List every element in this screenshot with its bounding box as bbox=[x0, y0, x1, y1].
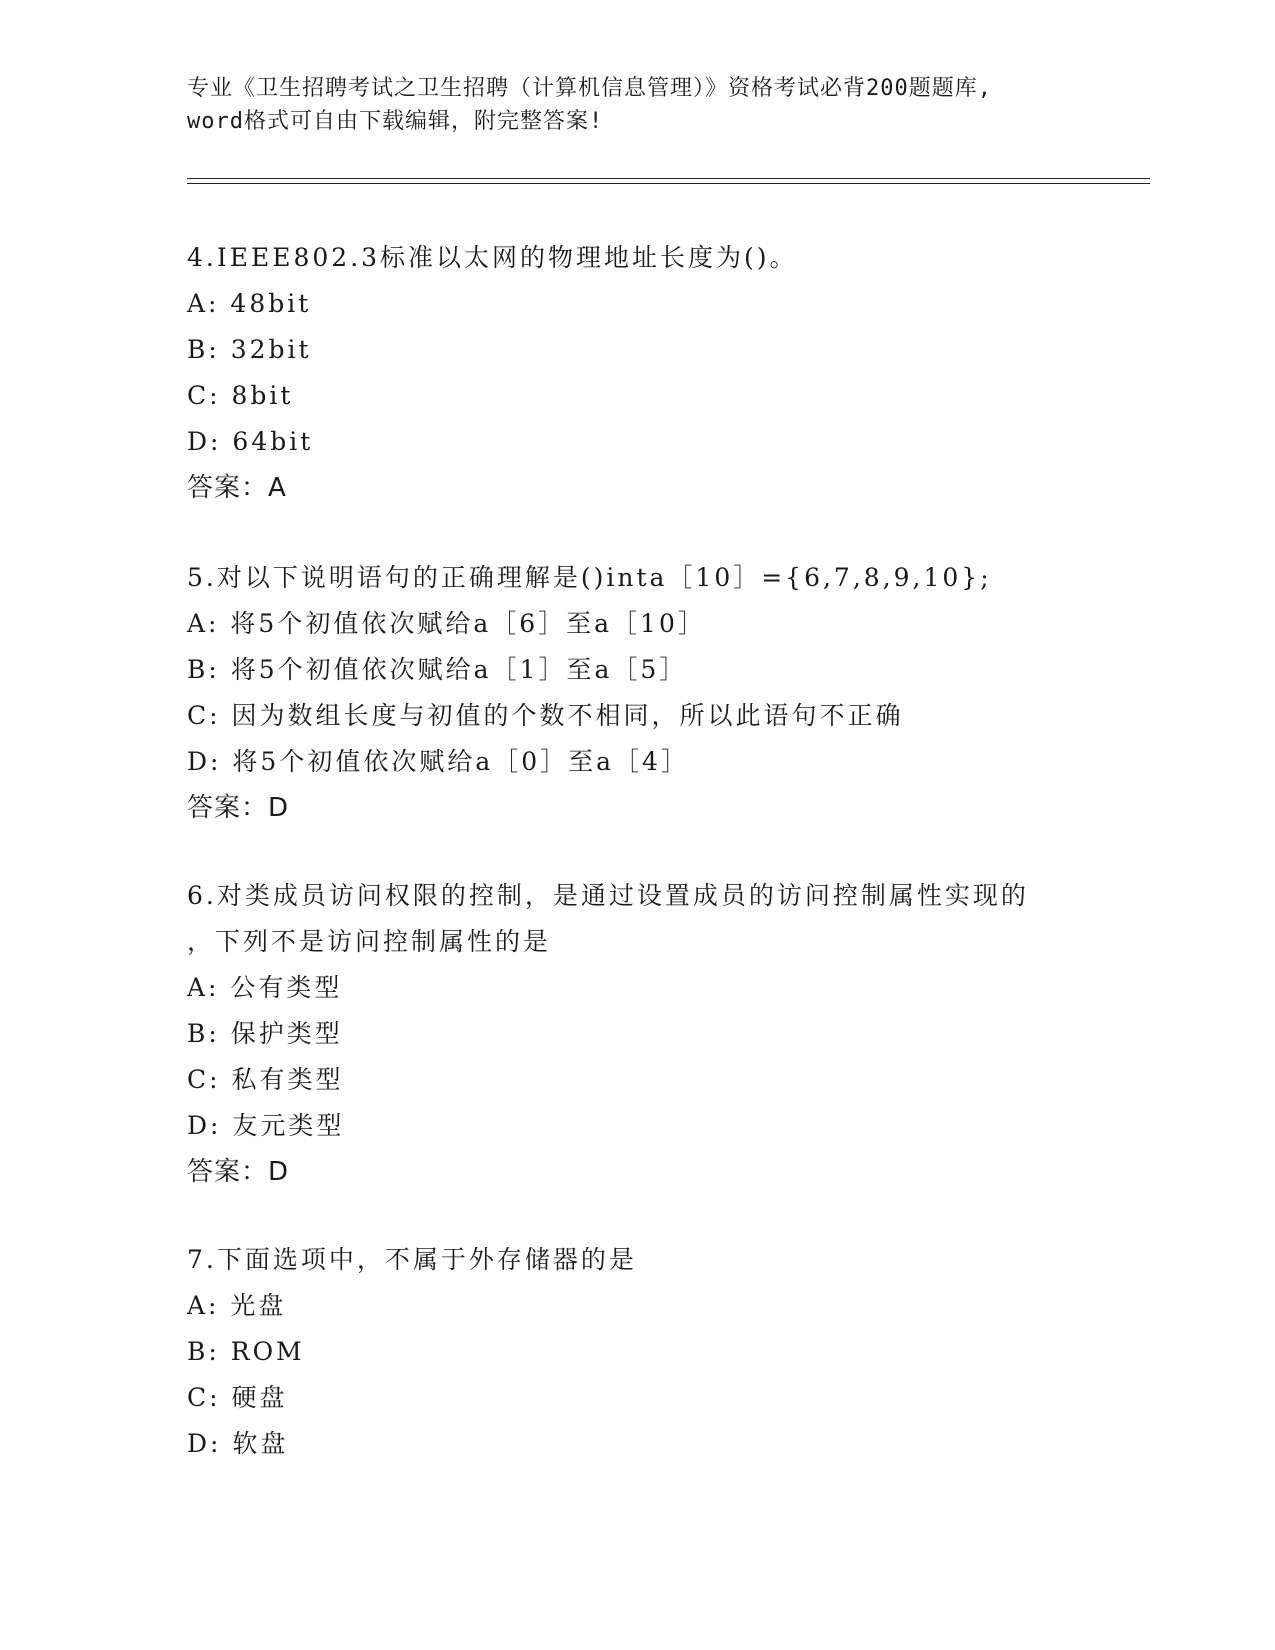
answer-text: 答案：D bbox=[187, 1157, 290, 1187]
option-a: A: 将5个初值依次赋给a［6］至a［10］ bbox=[187, 609, 706, 638]
option-a: A: 48bit bbox=[187, 289, 312, 318]
document-header bbox=[187, 72, 1087, 138]
header-line-2: word格式可自由下载编辑，附完整答案! bbox=[187, 109, 604, 134]
option-c: C: 因为数组长度与初值的个数不相同，所以此语句不正确 bbox=[187, 701, 904, 730]
answer-text: 答案：D bbox=[187, 793, 290, 823]
option-b: B: 保护类型 bbox=[187, 1019, 343, 1048]
option-c: C: 硬盘 bbox=[187, 1383, 288, 1412]
option-d: D: 友元类型 bbox=[187, 1111, 345, 1140]
question-stem-line-2: ，下列不是访问控制属性的是 bbox=[187, 927, 552, 956]
option-b: B: 将5个初值依次赋给a［1］至a［5］ bbox=[187, 655, 688, 684]
question-stem: 7.下面选项中，不属于外存储器的是 bbox=[187, 1245, 637, 1274]
option-d: D: 软盘 bbox=[187, 1429, 289, 1458]
question-block bbox=[187, 555, 1117, 831]
question-block bbox=[187, 873, 1117, 1195]
question-stem: 4.IEEE802.3标准以太网的物理地址长度为()。 bbox=[187, 243, 798, 272]
question-block bbox=[187, 235, 1117, 511]
option-b: B: 32bit bbox=[187, 335, 312, 364]
option-a: A: 公有类型 bbox=[187, 973, 343, 1002]
option-b: B: ROM bbox=[187, 1337, 305, 1366]
option-d: D: 将5个初值依次赋给a［0］至a［4］ bbox=[187, 747, 689, 776]
option-d: D: 64bit bbox=[187, 427, 314, 456]
header-divider-top bbox=[187, 178, 1150, 179]
option-a: A: 光盘 bbox=[187, 1291, 287, 1320]
header-line-1: 专业《卫生招聘考试之卫生招聘（计算机信息管理）》资格考试必背200题题库, bbox=[187, 76, 992, 101]
answer-text: 答案：A bbox=[187, 473, 287, 503]
question-stem-line-1: 6.对类成员访问权限的控制，是通过设置成员的访问控制属性实现的 bbox=[187, 881, 1029, 910]
question-stem: 5.对以下说明语句的正确理解是()inta［10］={6,7,8,9,10}; bbox=[187, 563, 992, 592]
option-c: C: 8bit bbox=[187, 381, 294, 410]
option-c: C: 私有类型 bbox=[187, 1065, 344, 1094]
question-block bbox=[187, 1237, 1117, 1467]
header-divider-bottom bbox=[187, 183, 1150, 184]
